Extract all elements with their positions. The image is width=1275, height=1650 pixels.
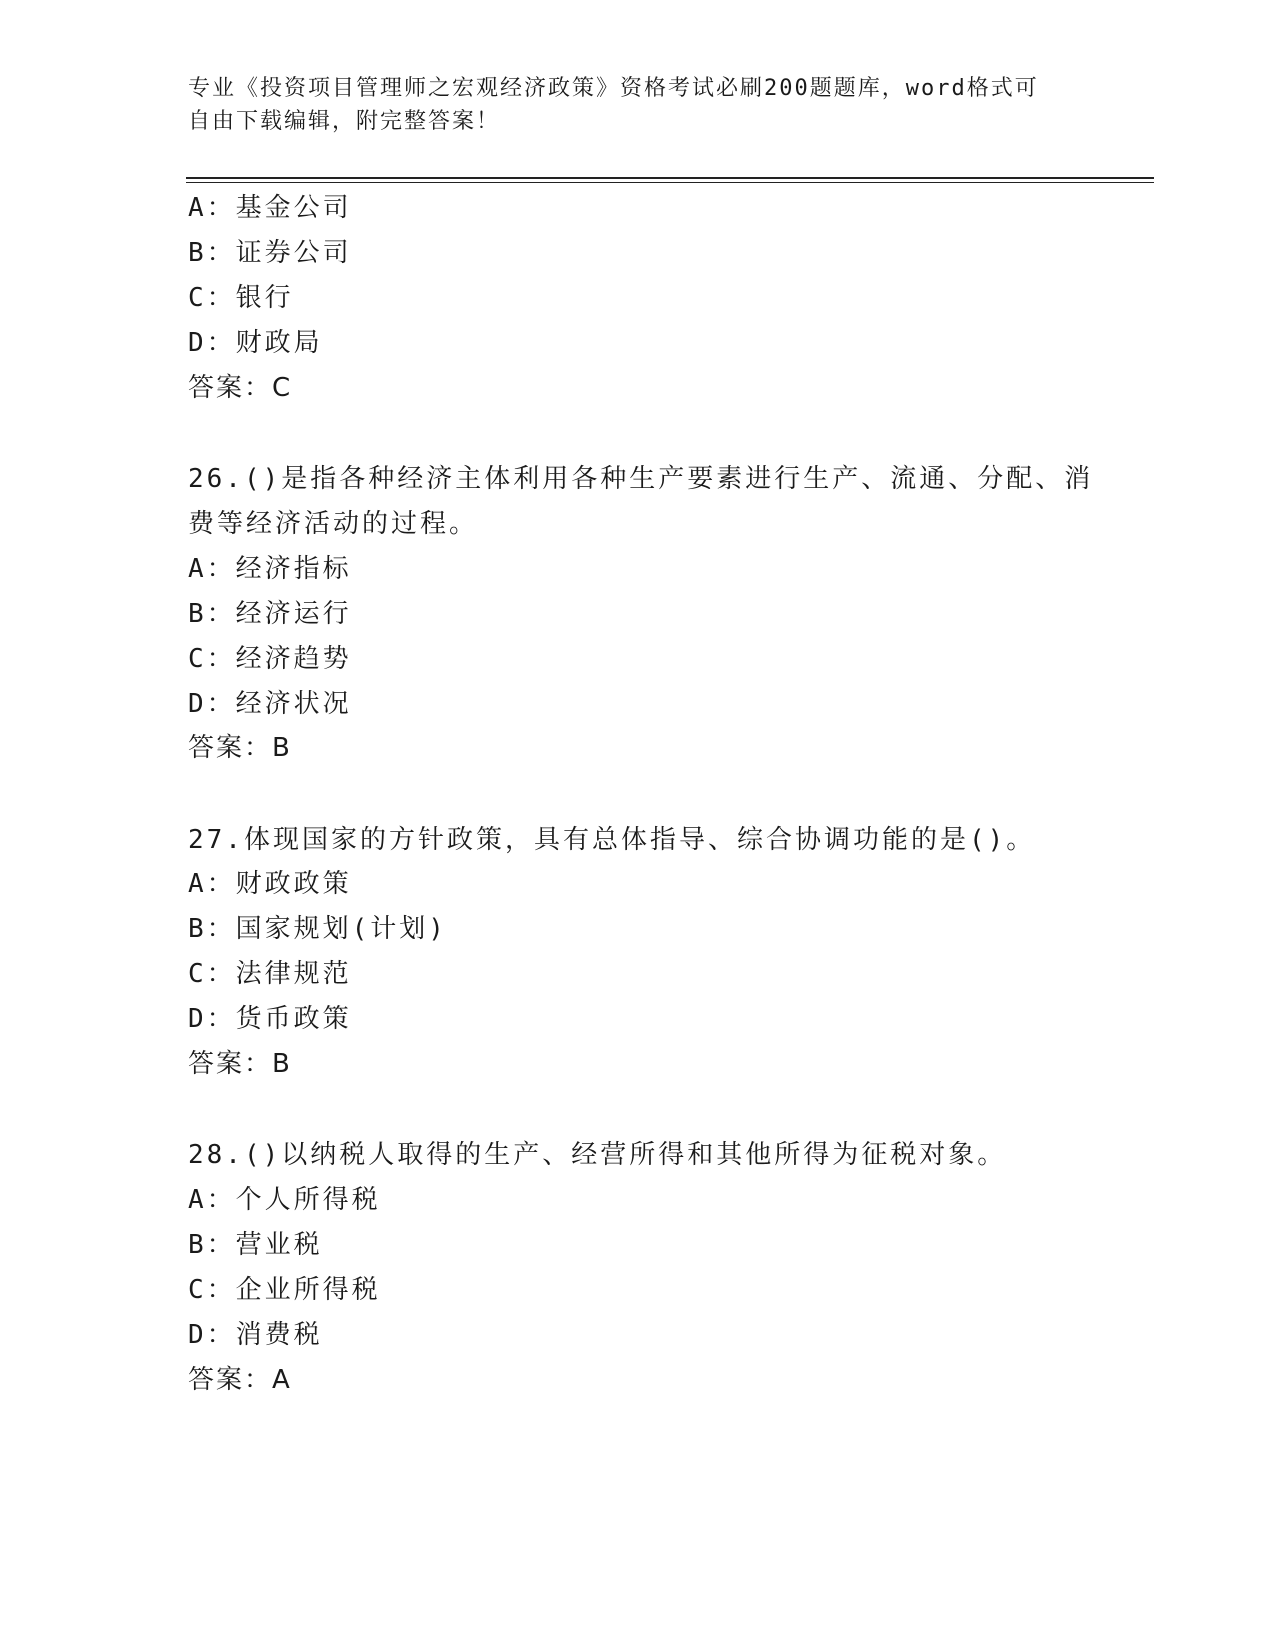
option-d: D：财政局 bbox=[188, 328, 323, 358]
header-line-2: 自由下载编辑，附完整答案！ bbox=[188, 109, 501, 134]
option-b: B：经济运行 bbox=[188, 599, 352, 629]
option-a: A：个人所得税 bbox=[188, 1185, 381, 1215]
answer: 答案：C bbox=[188, 373, 293, 403]
header-line-1: 专业《投资项目管理师之宏观经济政策》资格考试必刷200题题库，word格式可 bbox=[188, 76, 1039, 101]
option-a: A：基金公司 bbox=[188, 193, 352, 223]
answer: 答案：B bbox=[188, 1049, 292, 1079]
option-c: C：银行 bbox=[188, 283, 294, 313]
option-a: A：财政政策 bbox=[188, 869, 352, 899]
option-d: D：货币政策 bbox=[188, 1004, 352, 1034]
option-d: D：经济状况 bbox=[188, 689, 352, 719]
question-text-line-1: 26.()是指各种经济主体利用各种生产要素进行生产、流通、分配、消 bbox=[188, 464, 1094, 494]
header-text bbox=[188, 72, 1068, 138]
option-b: B：证券公司 bbox=[188, 238, 352, 268]
option-b: B：国家规划(计划) bbox=[188, 914, 447, 944]
option-c: C：企业所得税 bbox=[188, 1275, 381, 1305]
question-text-line-1: 28.()以纳税人取得的生产、经营所得和其他所得为征税对象。 bbox=[188, 1140, 1007, 1170]
option-a: A：经济指标 bbox=[188, 554, 352, 584]
option-b: B：营业税 bbox=[188, 1230, 323, 1260]
option-d: D：消费税 bbox=[188, 1320, 323, 1350]
header-rule-thin bbox=[186, 182, 1154, 183]
answer: 答案：B bbox=[188, 733, 292, 763]
answer: 答案：A bbox=[188, 1365, 292, 1395]
question-text-line-2: 费等经济活动的过程。 bbox=[188, 509, 479, 539]
header-rule-thick bbox=[186, 177, 1154, 179]
option-c: C：法律规范 bbox=[188, 959, 352, 989]
option-c: C：经济趋势 bbox=[188, 644, 352, 674]
question-text-line-1: 27.体现国家的方针政策，具有总体指导、综合协调功能的是()。 bbox=[188, 825, 1036, 855]
